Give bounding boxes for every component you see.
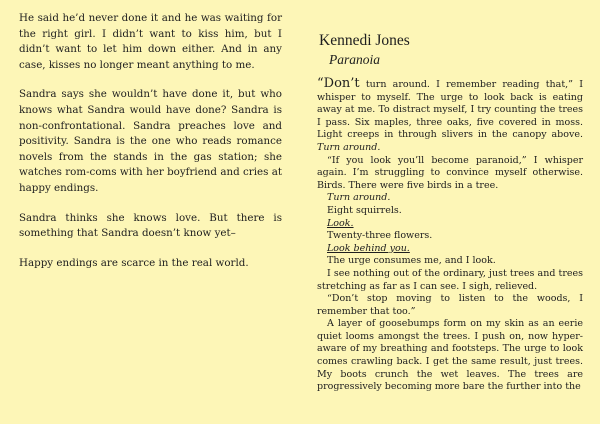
paragraph: “Don’t stop moving to listen to the woods, I remember that too.” [317,293,583,317]
paragraph: Sandra thinks she knows love. But there is something that Sandra doesn’t know yet– [19,211,282,240]
opening-words: “Don’t [317,76,360,91]
paragraph: A layer of goosebumps form on my skin as an eerie quiet looms amongst the trees. I push on, now hyper-aware of my breathing and footsteps. The urge to look comes crawling back. I get the same result, just trees. My boots crunch the wet leaves. The trees are progressively becoming more bare the further into the [317,318,583,393]
author-name: Kennedi Jones [319,32,410,49]
left-page-text [19,11,282,285]
paragraph: Happy endings are scarce in the real world. [19,256,249,269]
paragraph: He said he’d never done it and he was waiting for the right girl. I didn’t want to kiss him, but I didn’t want to let him down either. And in any case, kisses no longer meant anything to me. [19,12,282,71]
italic-text: Look. [327,217,354,229]
italic-text: Turn around. [317,141,381,153]
paragraph: The urge consumes me, and I look. [327,255,496,267]
paragraph: “If you look you’ll become paranoid,” I whisper again. I’m struggling to convince myself otherwise. Birds. There were five birds in a tree. [317,154,583,191]
paragraph: Twenty-three flowers. [327,230,433,242]
paragraph: Eight squirrels. [327,204,402,216]
right-page [300,0,600,424]
paragraph [317,243,583,256]
paragraph-text: turn around. I remember reading that,” I whisper to myself. The urge to look back is eating away at me. To distract myself, I try counting the trees I pass. Six maples, three oaks, five covered in moss. Light creeps in through slivers in the canopy above. [317,79,583,141]
italic-text: Turn around. [327,192,391,204]
paragraph [317,192,583,205]
italic-text: Look behind you. [327,242,410,254]
paragraph [317,218,583,231]
paragraph [317,78,583,155]
story-text [317,78,583,394]
paragraph: I see nothing out of the ordinary, just trees and trees stretching as far as I can see. I sigh, relieved. [317,267,583,292]
paragraph: Sandra says she wouldn’t have done it, but who knows what Sandra would have done? Sandra is non-confrontational. Sandra preaches love and positivity. Sandra is the one who reads romance novels from the stands in the gas station; she watches rom-coms with her boyfriend and cries at happy endings. [19,88,282,194]
piece-title: Paranoia [329,52,381,67]
